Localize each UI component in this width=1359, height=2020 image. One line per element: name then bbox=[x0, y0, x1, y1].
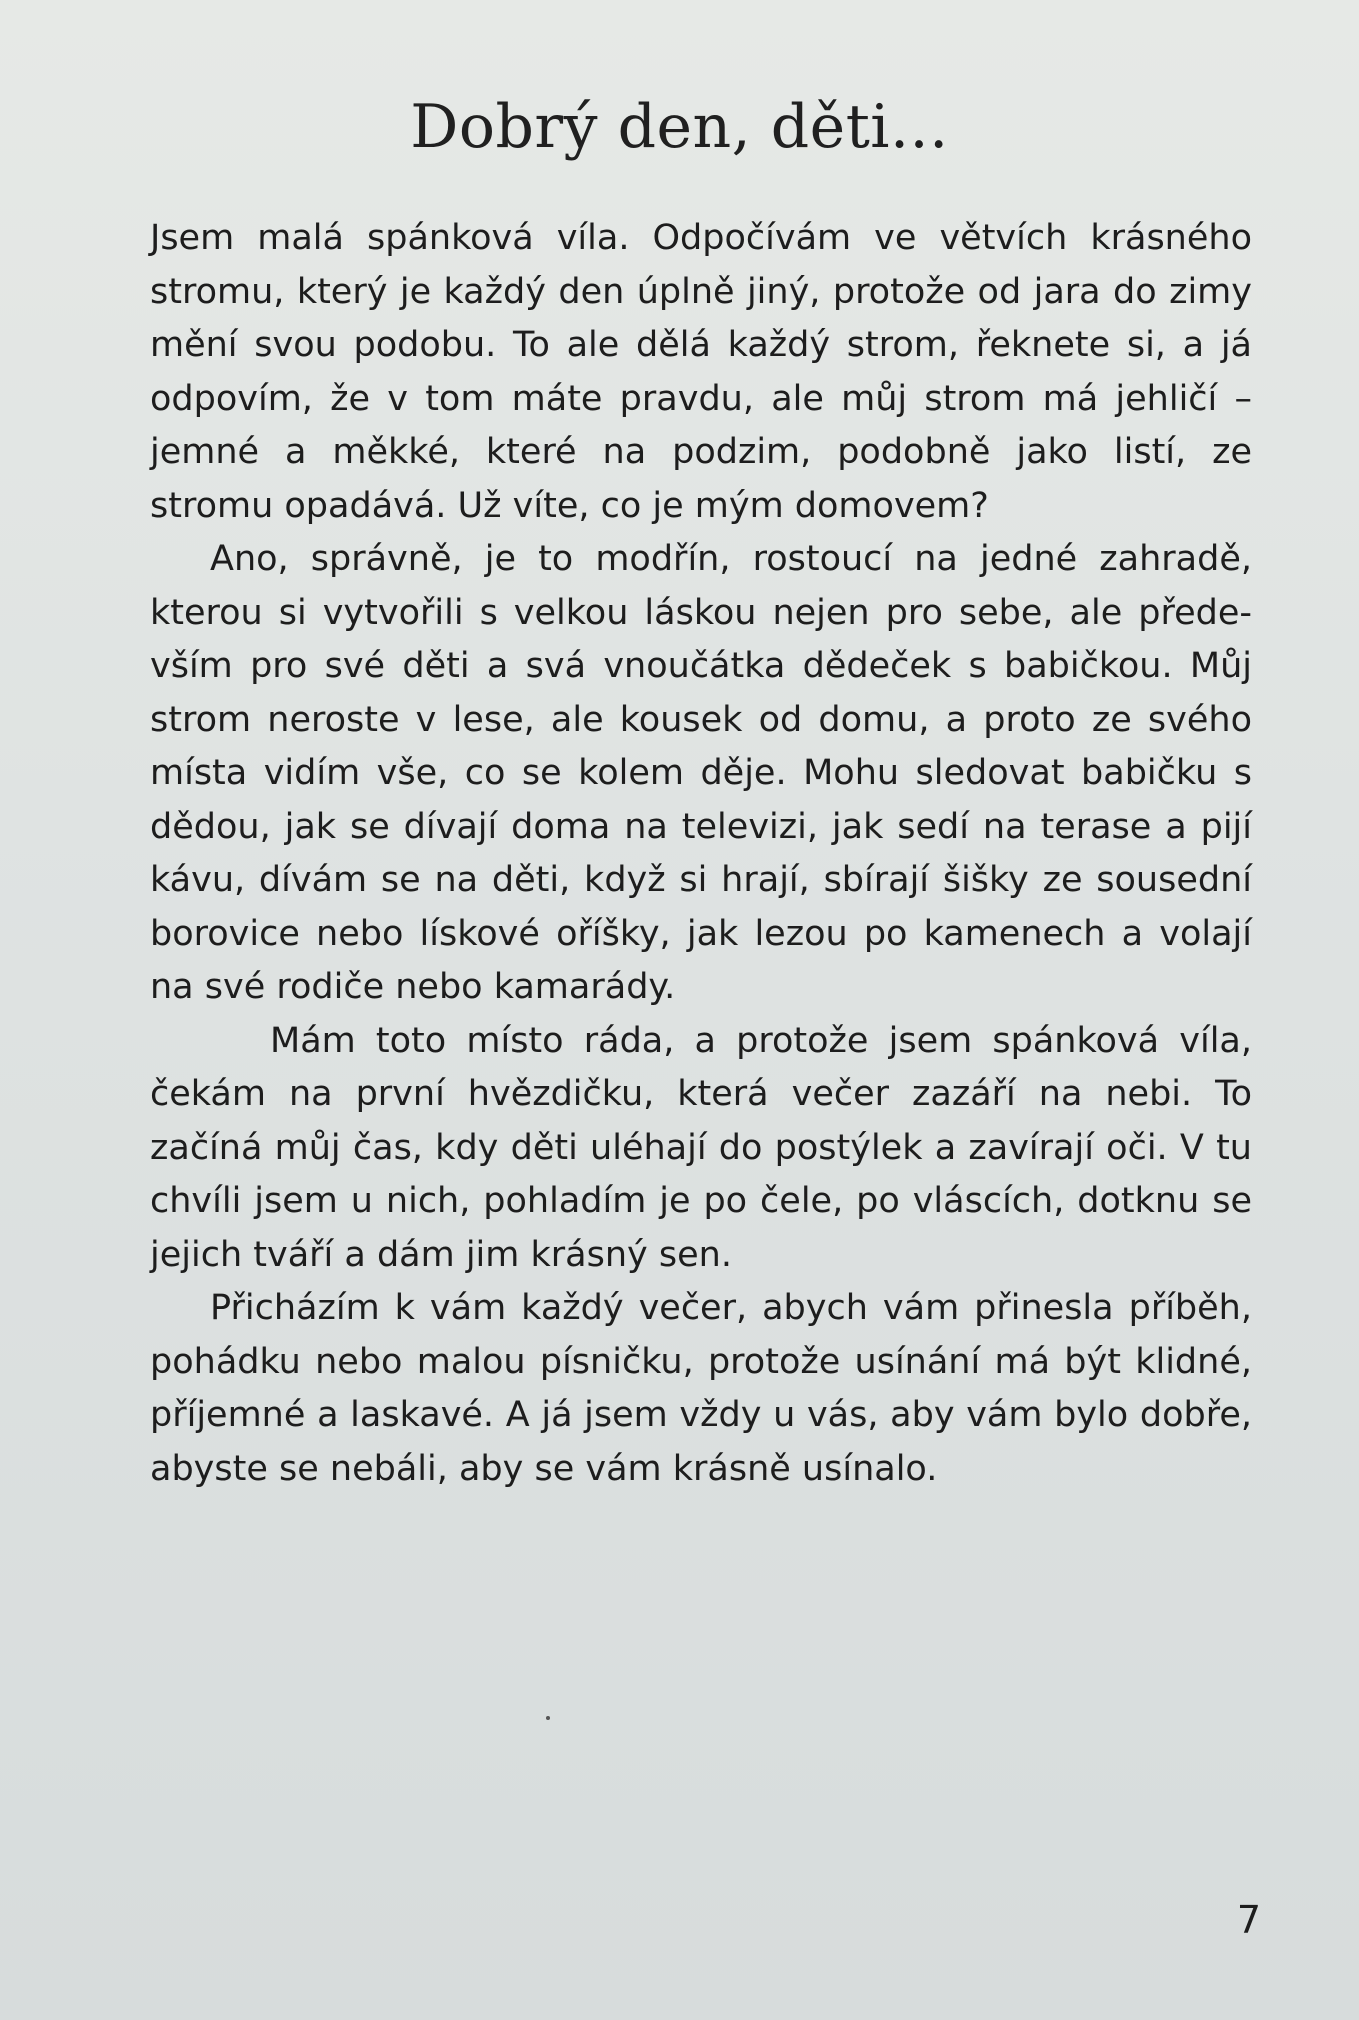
ink-dot bbox=[546, 1716, 550, 1720]
paragraph-4: Přicházím k vám každý večer, abych vám přinesla příběh, pohádku nebo malou písničku, protože usínání má být klidné, příjemné a laskavé. A já jsem vždy u vás, aby vám bylo dobře, abyste se nebáli, aby se vám krásně usínalo. bbox=[150, 1288, 1252, 1489]
paragraph-1: Jsem malá spánková víla. Odpočívám ve větvích krásného stromu, který je každý den úplně jiný, protože od jara do zimy mění svou podobu. To ale dělá každý strom, řeknete si, a já odpovím, že v tom máte pravdu, ale můj strom má jehličí – jemné a měkké, které na podzim, podobně jako listí, ze stromu opadává. Už víte, co je mým domovem? bbox=[150, 218, 1252, 526]
paragraph-2: Ano, správně, je to modřín, rostoucí na jedné zahradě, kterou si vytvořili s velkou láskou nejen pro sebe, ale především pro své děti a svá vnoučátka dědeček s babičkou. Můj strom neroste v lese, ale kousek od domu, a proto ze svého místa vidím vše, co se kolem děje. Mohu sledovat babičku s dědou, jak se dívají doma na televizi, jak sedí na terase a pijí kávu, dívám se na děti, když si hrají, sbírají šišky ze sousední borovice nebo lískové oříšky, jak lezou po kamenech a volají na své rodiče nebo kamarády. bbox=[150, 539, 1252, 1007]
paragraph-3: Mám toto místo ráda, a protože jsem spánková víla, čekám na první hvězdičku, která večer zazáří na nebi. To začíná můj čas, kdy děti uléhají do postýlek a zavírají oči. V tu chvíli jsem u nich, pohladím je po čele, po vláscích, dotknu se jejich tváří a dám jim krásný sen. bbox=[150, 1020, 1252, 1275]
body-text bbox=[150, 212, 1252, 1496]
page-title: Dobrý den, děti... bbox=[410, 92, 949, 162]
page-number: 7 bbox=[1236, 1898, 1261, 1942]
